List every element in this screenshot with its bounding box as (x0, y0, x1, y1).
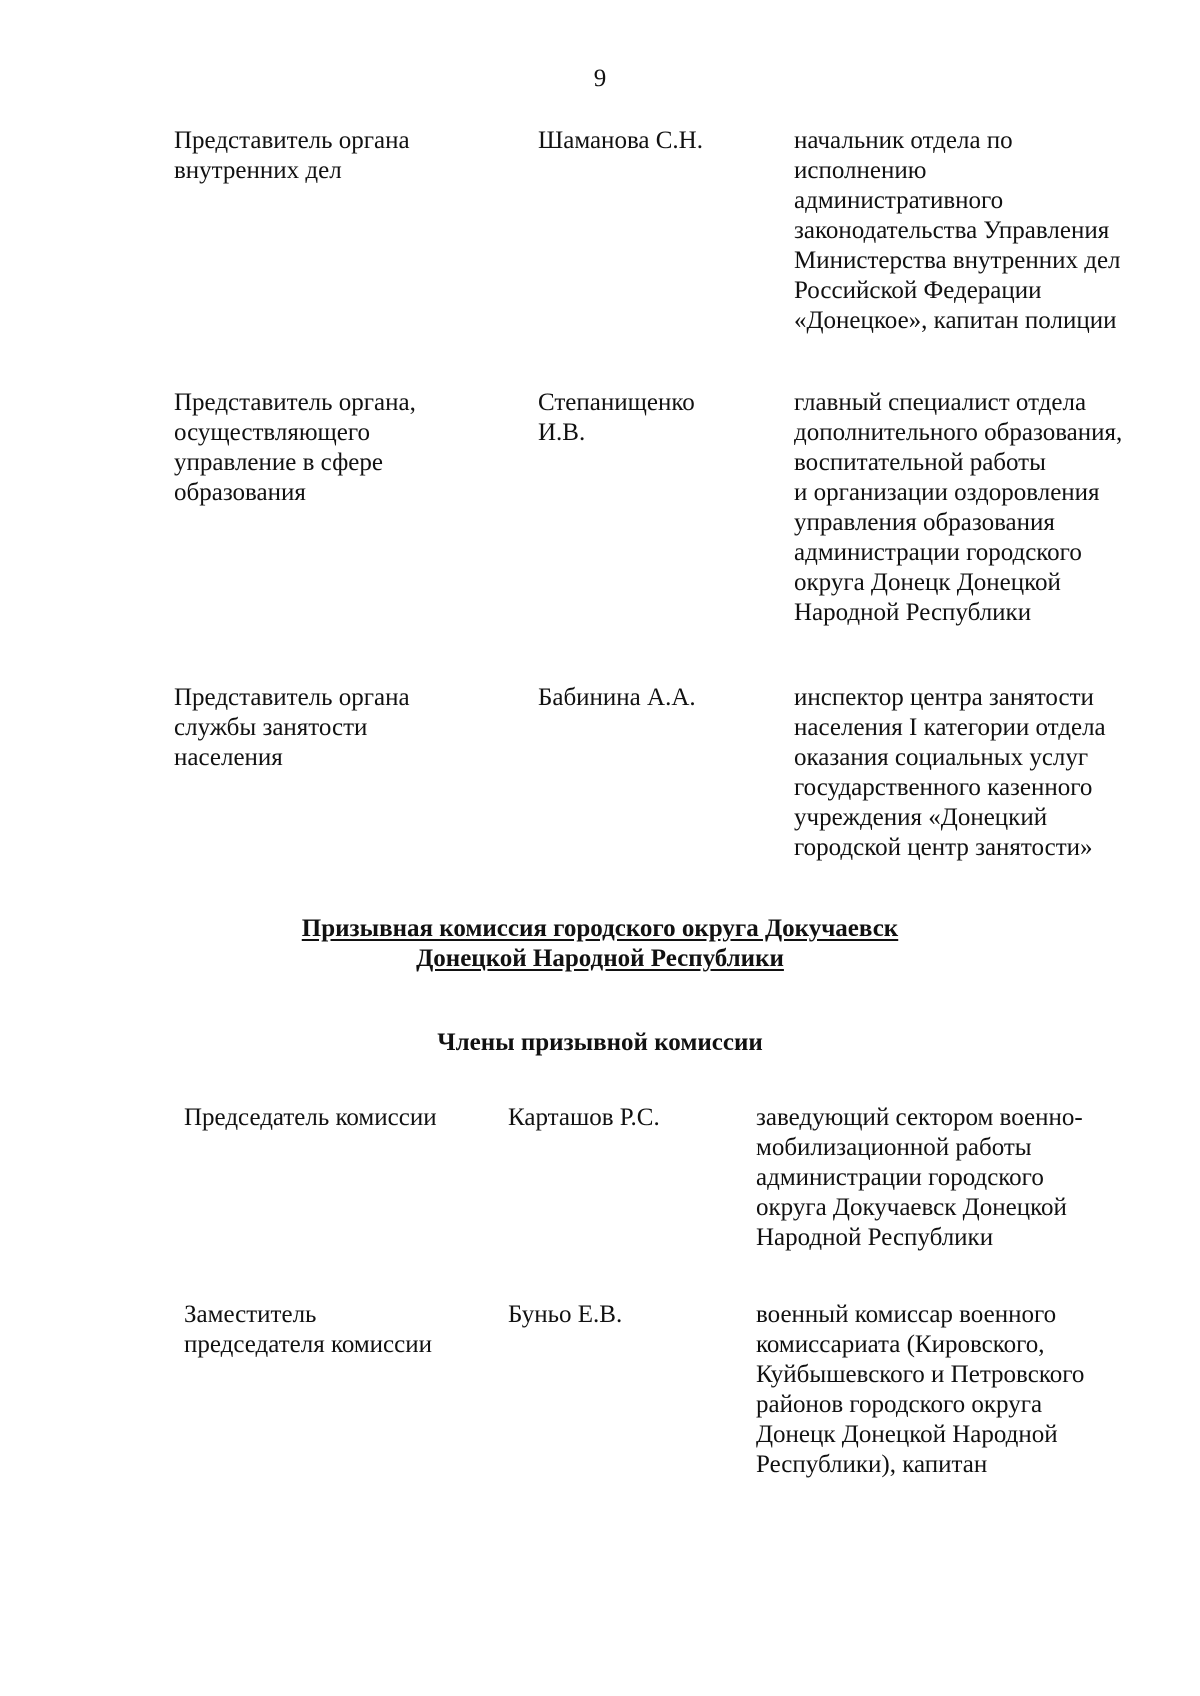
member-position: начальник отдела по исполнению административного законодательства Управления Министерства внутренних дел Российской Федерации «Донецкое», капитан полиции (794, 127, 1121, 334)
members-subtitle: Члены призывной комиссии (437, 1029, 763, 1056)
member-role: Заместитель председателя комиссии (184, 1301, 432, 1358)
member-name: Бабинина А.А. (538, 684, 696, 711)
member-name: Шаманова С.Н. (538, 127, 703, 154)
member-role: Председатель комиссии (184, 1104, 437, 1131)
commission-title-line-1: Призывная комиссия городского округа Докучаевск (301, 915, 899, 942)
member-role: Представитель органа службы занятости населения (174, 684, 410, 771)
member-name: Степанищенко И.В. (538, 389, 695, 446)
member-role: Представитель органа, осуществляющего управление в сфере образования (174, 389, 416, 506)
member-role: Представитель органа внутренних дел (174, 127, 410, 184)
member-position: военный комиссар военного комиссариата (Кировского, Куйбышевского и Петровского районов городского округа Донецк Донецкой Народной Республики), капитан (756, 1301, 1085, 1478)
member-name: Карташов Р.С. (508, 1104, 660, 1131)
member-name: Буньо Е.В. (508, 1301, 623, 1328)
member-position: инспектор центра занятости населения I категории отдела оказания социальных услуг государственного казенного учреждения «Донецкий городской центр занятости» (794, 684, 1106, 861)
member-position: главный специалист отдела дополнительного образования, воспитательной работы и организации оздоровления управления образования администрации городского округа Донецк Донецкой Народной Республики (794, 389, 1123, 626)
member-position: заведующий сектором военно- мобилизационной работы администрации городского округа Докучаевск Донецкой Народной Республики (756, 1104, 1083, 1251)
page-number: 9 (593, 65, 607, 92)
commission-title (0, 914, 1200, 974)
commission-title-line-2: Донецкой Народной Республики (416, 945, 784, 972)
